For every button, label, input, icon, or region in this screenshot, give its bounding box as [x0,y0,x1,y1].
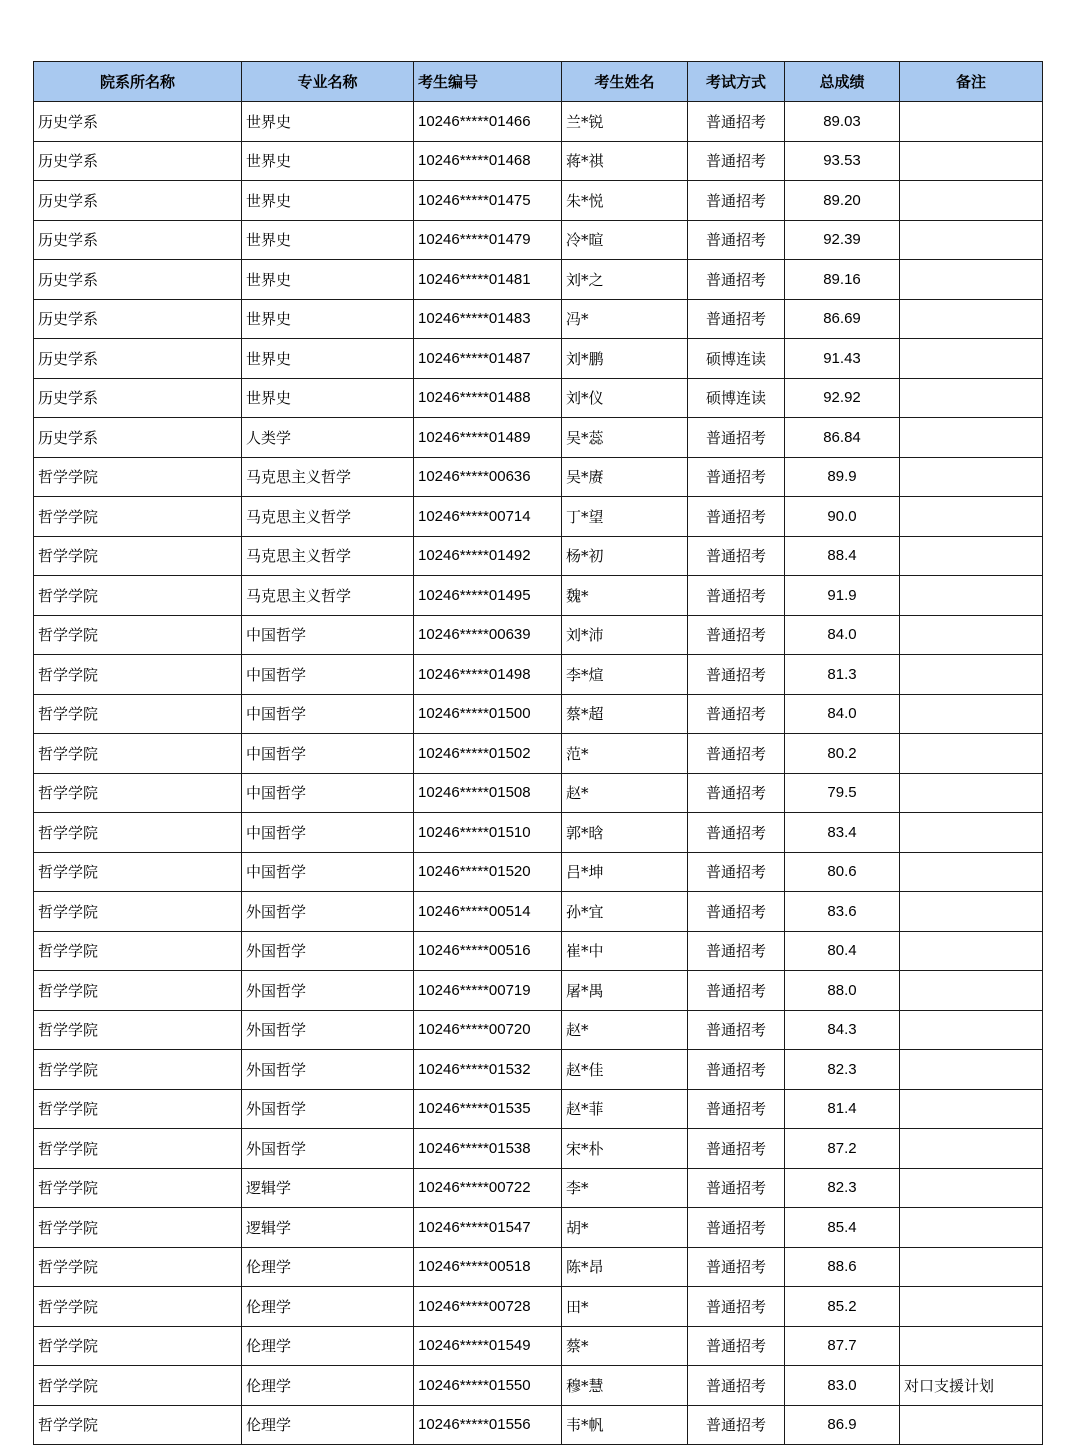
major-cell: 中国哲学 [242,694,414,734]
candidate-name-cell: 穆*慧 [562,1366,688,1406]
exam-mode-cell: 普通招考 [688,1050,785,1090]
candidate-name-cell: 刘*鹏 [562,339,688,379]
total-score-cell: 83.0 [785,1366,900,1406]
candidate-id-cell: 10246*****00636 [414,457,562,497]
department-cell: 哲学学院 [34,931,242,971]
major-cell: 马克思主义哲学 [242,457,414,497]
total-score-cell: 80.6 [785,852,900,892]
candidate-name-cell: 朱*悦 [562,181,688,221]
department-cell: 哲学学院 [34,497,242,537]
department-cell: 哲学学院 [34,734,242,774]
candidate-id-cell: 10246*****01479 [414,220,562,260]
remarks-cell [900,260,1043,300]
candidate-name-cell: 兰*锐 [562,102,688,142]
department-cell: 历史学系 [34,220,242,260]
major-cell: 逻辑学 [242,1168,414,1208]
exam-mode-cell: 普通招考 [688,1129,785,1169]
candidate-name-cell: 陈*昂 [562,1247,688,1287]
exam-mode-cell: 普通招考 [688,457,785,497]
candidate-name-cell: 宋*朴 [562,1129,688,1169]
total-score-cell: 88.0 [785,971,900,1011]
table-row [34,141,1043,181]
candidate-name-cell: 赵*菲 [562,1089,688,1129]
total-score-cell: 86.84 [785,418,900,458]
candidate-name-cell: 丁*望 [562,497,688,537]
major-cell: 外国哲学 [242,931,414,971]
exam-mode-cell: 普通招考 [688,1326,785,1366]
department-cell: 哲学学院 [34,773,242,813]
candidate-id-cell: 10246*****01520 [414,852,562,892]
exam-mode-cell: 普通招考 [688,1405,785,1445]
remarks-cell [900,1287,1043,1327]
department-cell: 哲学学院 [34,1287,242,1327]
department-cell: 哲学学院 [34,655,242,695]
exam-mode-cell: 普通招考 [688,1089,785,1129]
total-score-cell: 83.6 [785,892,900,932]
candidate-name-cell: 李*煊 [562,655,688,695]
total-score-cell: 86.69 [785,299,900,339]
major-cell: 外国哲学 [242,971,414,1011]
candidate-id-cell: 10246*****01488 [414,378,562,418]
table-row [34,1405,1043,1445]
candidate-id-cell: 10246*****01489 [414,418,562,458]
major-cell: 伦理学 [242,1366,414,1406]
department-cell: 哲学学院 [34,1050,242,1090]
remarks-cell [900,418,1043,458]
table-row [34,1168,1043,1208]
major-cell: 人类学 [242,418,414,458]
department-cell: 哲学学院 [34,813,242,853]
total-score-cell: 84.0 [785,615,900,655]
table-row [34,102,1043,142]
candidate-name-cell: 屠*禺 [562,971,688,1011]
major-cell: 逻辑学 [242,1208,414,1248]
total-score-cell: 83.4 [785,813,900,853]
major-cell: 中国哲学 [242,813,414,853]
exam-mode-cell: 普通招考 [688,576,785,616]
major-cell: 外国哲学 [242,1089,414,1129]
table-row [34,1247,1043,1287]
exam-mode-cell: 普通招考 [688,1366,785,1406]
total-score-cell: 92.39 [785,220,900,260]
department-cell: 历史学系 [34,299,242,339]
department-cell: 哲学学院 [34,615,242,655]
exam-mode-cell: 普通招考 [688,655,785,695]
remarks-cell [900,536,1043,576]
remarks-cell [900,1050,1043,1090]
candidate-id-cell: 10246*****01483 [414,299,562,339]
candidate-name-cell: 蔡* [562,1326,688,1366]
exam-mode-cell: 普通招考 [688,1208,785,1248]
department-cell: 历史学系 [34,181,242,221]
major-cell: 马克思主义哲学 [242,497,414,537]
table-row [34,1010,1043,1050]
department-cell: 哲学学院 [34,1089,242,1129]
candidate-id-cell: 10246*****01535 [414,1089,562,1129]
table-row [34,892,1043,932]
major-cell: 马克思主义哲学 [242,576,414,616]
exam-mode-cell: 普通招考 [688,536,785,576]
total-score-cell: 84.0 [785,694,900,734]
department-cell: 哲学学院 [34,1168,242,1208]
table-row [34,1129,1043,1169]
table-row [34,220,1043,260]
candidate-name-cell: 赵* [562,1010,688,1050]
remarks-cell [900,220,1043,260]
remarks-cell [900,694,1043,734]
exam-mode-cell: 普通招考 [688,852,785,892]
candidate-id-cell: 10246*****01498 [414,655,562,695]
candidate-name-cell: 刘*仪 [562,378,688,418]
department-cell: 历史学系 [34,418,242,458]
candidate-name-cell: 冯* [562,299,688,339]
remarks-cell [900,1010,1043,1050]
candidate-name-cell: 李* [562,1168,688,1208]
remarks-cell [900,1089,1043,1129]
remarks-cell [900,1247,1043,1287]
table-row [34,339,1043,379]
major-cell: 世界史 [242,378,414,418]
exam-mode-cell: 普通招考 [688,971,785,1011]
remarks-cell [900,615,1043,655]
table-row [34,694,1043,734]
candidate-id-cell: 10246*****01502 [414,734,562,774]
candidate-name-cell: 崔*中 [562,931,688,971]
total-score-cell: 81.3 [785,655,900,695]
department-cell: 哲学学院 [34,852,242,892]
remarks-cell [900,378,1043,418]
exam-mode-cell: 硕博连读 [688,339,785,379]
exam-mode-cell: 普通招考 [688,220,785,260]
major-cell: 外国哲学 [242,1010,414,1050]
total-score-cell: 82.3 [785,1168,900,1208]
candidate-id-cell: 10246*****01538 [414,1129,562,1169]
total-score-cell: 89.20 [785,181,900,221]
remarks-cell [900,655,1043,695]
table-row [34,536,1043,576]
candidate-id-cell: 10246*****01475 [414,181,562,221]
department-cell: 哲学学院 [34,1010,242,1050]
score-sheet [33,61,1042,1445]
major-cell: 世界史 [242,181,414,221]
remarks-cell [900,892,1043,932]
remarks-cell [900,181,1043,221]
candidate-id-cell: 10246*****01556 [414,1405,562,1445]
remarks-cell [900,339,1043,379]
major-cell: 中国哲学 [242,655,414,695]
department-cell: 哲学学院 [34,1405,242,1445]
candidate-id-cell: 10246*****01508 [414,773,562,813]
major-cell: 世界史 [242,220,414,260]
exam-mode-cell: 普通招考 [688,418,785,458]
header-department: 院系所名称 [34,62,242,102]
department-cell: 哲学学院 [34,576,242,616]
candidate-name-cell: 冷*暄 [562,220,688,260]
candidate-name-cell: 吴*赓 [562,457,688,497]
exam-mode-cell: 普通招考 [688,734,785,774]
department-cell: 哲学学院 [34,1129,242,1169]
exam-mode-cell: 普通招考 [688,813,785,853]
department-cell: 哲学学院 [34,694,242,734]
candidate-id-cell: 10246*****00719 [414,971,562,1011]
candidate-name-cell: 田* [562,1287,688,1327]
department-cell: 哲学学院 [34,892,242,932]
header-total-score: 总成绩 [785,62,900,102]
major-cell: 伦理学 [242,1326,414,1366]
candidate-id-cell: 10246*****01495 [414,576,562,616]
table-row [34,971,1043,1011]
table-row [34,1089,1043,1129]
major-cell: 世界史 [242,102,414,142]
remarks-cell [900,457,1043,497]
total-score-cell: 85.4 [785,1208,900,1248]
department-cell: 哲学学院 [34,1208,242,1248]
candidate-name-cell: 吕*坤 [562,852,688,892]
header-exam-mode: 考试方式 [688,62,785,102]
table-row [34,852,1043,892]
remarks-cell [900,1168,1043,1208]
remarks-cell [900,576,1043,616]
exam-mode-cell: 普通招考 [688,181,785,221]
candidate-name-cell: 韦*帆 [562,1405,688,1445]
header-candidate-name: 考生姓名 [562,62,688,102]
remarks-cell [900,102,1043,142]
candidate-name-cell: 蒋*祺 [562,141,688,181]
major-cell: 外国哲学 [242,1050,414,1090]
remarks-cell [900,931,1043,971]
table-row [34,655,1043,695]
candidate-id-cell: 10246*****01532 [414,1050,562,1090]
department-cell: 历史学系 [34,260,242,300]
major-cell: 伦理学 [242,1405,414,1445]
candidate-id-cell: 10246*****00639 [414,615,562,655]
candidate-name-cell: 孙*宜 [562,892,688,932]
candidate-name-cell: 胡* [562,1208,688,1248]
header-major: 专业名称 [242,62,414,102]
candidate-id-cell: 10246*****01510 [414,813,562,853]
candidate-id-cell: 10246*****01547 [414,1208,562,1248]
total-score-cell: 87.2 [785,1129,900,1169]
department-cell: 哲学学院 [34,1366,242,1406]
department-cell: 哲学学院 [34,1247,242,1287]
exam-mode-cell: 普通招考 [688,1247,785,1287]
table-row [34,813,1043,853]
exam-mode-cell: 普通招考 [688,497,785,537]
table-row [34,299,1043,339]
department-cell: 哲学学院 [34,536,242,576]
major-cell: 中国哲学 [242,852,414,892]
remarks-cell [900,813,1043,853]
major-cell: 外国哲学 [242,892,414,932]
total-score-cell: 82.3 [785,1050,900,1090]
exam-mode-cell: 普通招考 [688,1010,785,1050]
department-cell: 历史学系 [34,378,242,418]
candidate-name-cell: 刘*沛 [562,615,688,655]
candidate-name-cell: 吴*蕊 [562,418,688,458]
table-row [34,260,1043,300]
total-score-cell: 79.5 [785,773,900,813]
candidate-id-cell: 10246*****01500 [414,694,562,734]
department-cell: 哲学学院 [34,971,242,1011]
candidate-name-cell: 魏* [562,576,688,616]
total-score-cell: 89.9 [785,457,900,497]
candidate-id-cell: 10246*****01492 [414,536,562,576]
candidate-id-cell: 10246*****00720 [414,1010,562,1050]
major-cell: 世界史 [242,141,414,181]
remarks-cell [900,299,1043,339]
total-score-cell: 86.9 [785,1405,900,1445]
candidate-name-cell: 范* [562,734,688,774]
department-cell: 历史学系 [34,102,242,142]
table-row [34,773,1043,813]
table-row [34,931,1043,971]
remarks-cell [900,773,1043,813]
total-score-cell: 85.2 [785,1287,900,1327]
total-score-cell: 89.16 [785,260,900,300]
major-cell: 世界史 [242,339,414,379]
table-header-row [34,62,1043,102]
exam-mode-cell: 普通招考 [688,102,785,142]
exam-mode-cell: 硕博连读 [688,378,785,418]
remarks-cell [900,1326,1043,1366]
total-score-cell: 91.43 [785,339,900,379]
total-score-cell: 84.3 [785,1010,900,1050]
table-row [34,181,1043,221]
candidate-id-cell: 10246*****01481 [414,260,562,300]
major-cell: 伦理学 [242,1287,414,1327]
candidate-name-cell: 赵*佳 [562,1050,688,1090]
total-score-cell: 81.4 [785,1089,900,1129]
exam-mode-cell: 普通招考 [688,299,785,339]
total-score-cell: 88.6 [785,1247,900,1287]
candidate-id-cell: 10246*****01549 [414,1326,562,1366]
major-cell: 中国哲学 [242,773,414,813]
exam-mode-cell: 普通招考 [688,615,785,655]
candidate-id-cell: 10246*****01466 [414,102,562,142]
major-cell: 伦理学 [242,1247,414,1287]
total-score-cell: 80.2 [785,734,900,774]
exam-mode-cell: 普通招考 [688,931,785,971]
exam-mode-cell: 普通招考 [688,694,785,734]
table-row [34,1366,1043,1406]
department-cell: 哲学学院 [34,1326,242,1366]
candidate-name-cell: 蔡*超 [562,694,688,734]
remarks-cell [900,852,1043,892]
remarks-cell [900,1405,1043,1445]
remarks-cell [900,141,1043,181]
table-row [34,1208,1043,1248]
major-cell: 世界史 [242,299,414,339]
candidate-name-cell: 郭*晗 [562,813,688,853]
candidate-id-cell: 10246*****01550 [414,1366,562,1406]
candidate-id-cell: 10246*****00722 [414,1168,562,1208]
candidate-name-cell: 杨*初 [562,536,688,576]
remarks-cell [900,971,1043,1011]
major-cell: 世界史 [242,260,414,300]
candidate-name-cell: 刘*之 [562,260,688,300]
department-cell: 历史学系 [34,339,242,379]
table-row [34,576,1043,616]
total-score-cell: 87.7 [785,1326,900,1366]
remarks-cell [900,1208,1043,1248]
candidate-id-cell: 10246*****00518 [414,1247,562,1287]
candidate-id-cell: 10246*****00516 [414,931,562,971]
department-cell: 历史学系 [34,141,242,181]
table-row [34,418,1043,458]
total-score-cell: 90.0 [785,497,900,537]
header-remarks: 备注 [900,62,1043,102]
remarks-cell [900,1129,1043,1169]
major-cell: 马克思主义哲学 [242,536,414,576]
major-cell: 外国哲学 [242,1129,414,1169]
candidate-id-cell: 10246*****00714 [414,497,562,537]
total-score-cell: 80.4 [785,931,900,971]
total-score-cell: 88.4 [785,536,900,576]
admission-score-table [33,61,1043,1445]
table-row [34,1050,1043,1090]
total-score-cell: 91.9 [785,576,900,616]
table-row [34,734,1043,774]
table-row [34,1287,1043,1327]
exam-mode-cell: 普通招考 [688,1287,785,1327]
exam-mode-cell: 普通招考 [688,1168,785,1208]
candidate-id-cell: 10246*****00728 [414,1287,562,1327]
total-score-cell: 93.53 [785,141,900,181]
exam-mode-cell: 普通招考 [688,260,785,300]
exam-mode-cell: 普通招考 [688,892,785,932]
table-row [34,378,1043,418]
header-candidate-id: 考生编号 [414,62,562,102]
department-cell: 哲学学院 [34,457,242,497]
table-row [34,1326,1043,1366]
table-row [34,615,1043,655]
major-cell: 中国哲学 [242,734,414,774]
table-row [34,457,1043,497]
remarks-cell: 对口支援计划 [900,1366,1043,1406]
total-score-cell: 89.03 [785,102,900,142]
major-cell: 中国哲学 [242,615,414,655]
total-score-cell: 92.92 [785,378,900,418]
candidate-id-cell: 10246*****01487 [414,339,562,379]
candidate-id-cell: 10246*****00514 [414,892,562,932]
remarks-cell [900,497,1043,537]
remarks-cell [900,734,1043,774]
exam-mode-cell: 普通招考 [688,773,785,813]
table-row [34,497,1043,537]
candidate-id-cell: 10246*****01468 [414,141,562,181]
candidate-name-cell: 赵* [562,773,688,813]
exam-mode-cell: 普通招考 [688,141,785,181]
